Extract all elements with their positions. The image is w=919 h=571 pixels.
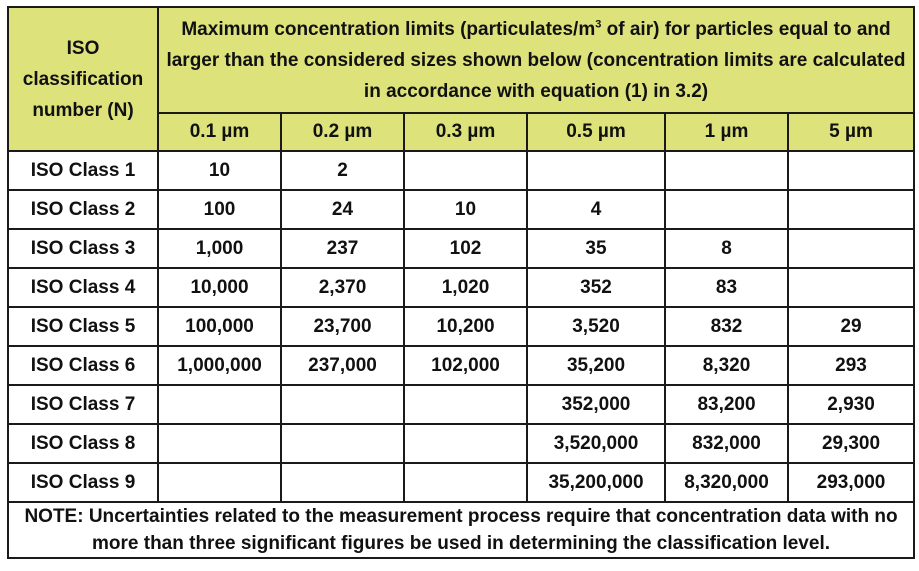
iso-class-label: ISO Class 5: [8, 307, 158, 346]
concentration-cell: 237: [281, 229, 404, 268]
concentration-cell: [404, 151, 527, 190]
concentration-cell: [665, 190, 788, 229]
concentration-cell: 237,000: [281, 346, 404, 385]
size-header: 0.5 µm: [527, 113, 665, 151]
size-header: 0.1 µm: [158, 113, 281, 151]
table-body: [8, 151, 914, 502]
concentration-cell: [788, 268, 914, 307]
concentration-cell: 100: [158, 190, 281, 229]
iso-class-label: ISO Class 6: [8, 346, 158, 385]
concentration-cell: 23,700: [281, 307, 404, 346]
table-row: [8, 424, 914, 463]
concentration-cell: 10: [158, 151, 281, 190]
concentration-cell: 10: [404, 190, 527, 229]
concentration-cell: 3,520,000: [527, 424, 665, 463]
concentration-cell: 2,370: [281, 268, 404, 307]
table-row: [8, 190, 914, 229]
size-header: 5 µm: [788, 113, 914, 151]
concentration-cell: 1,000: [158, 229, 281, 268]
concentration-cell: [281, 385, 404, 424]
concentration-cell: 8,320: [665, 346, 788, 385]
heading-text-pre: Maximum concentration limits (particulates/m: [181, 18, 596, 40]
iso-class-label: ISO Class 7: [8, 385, 158, 424]
iso-class-label: ISO Class 9: [8, 463, 158, 502]
concentration-cell: 102,000: [404, 346, 527, 385]
table-row: [8, 385, 914, 424]
size-header: 1 µm: [665, 113, 788, 151]
concentration-cell: 293: [788, 346, 914, 385]
note-row: [8, 502, 914, 558]
concentration-cell: 35: [527, 229, 665, 268]
concentration-cell: [404, 424, 527, 463]
concentration-cell: 832: [665, 307, 788, 346]
concentration-cell: 10,200: [404, 307, 527, 346]
concentration-cell: [158, 424, 281, 463]
concentration-cell: 83: [665, 268, 788, 307]
concentration-cell: 2,930: [788, 385, 914, 424]
concentration-cell: 35,200,000: [527, 463, 665, 502]
concentration-cell: 29: [788, 307, 914, 346]
table-row: [8, 268, 914, 307]
concentration-cell: [788, 229, 914, 268]
iso-class-label: ISO Class 3: [8, 229, 158, 268]
concentration-cell: [665, 151, 788, 190]
iso-class-label: ISO Class 8: [8, 424, 158, 463]
corner-label-line: number (N): [32, 99, 134, 121]
concentration-cell: 102: [404, 229, 527, 268]
concentration-cell: [404, 385, 527, 424]
concentration-cell: [281, 424, 404, 463]
size-header: 0.3 µm: [404, 113, 527, 151]
concentration-cell: [788, 151, 914, 190]
concentration-cell: [788, 190, 914, 229]
iso-classification-table: [7, 6, 915, 559]
concentration-cell: [158, 385, 281, 424]
heading-superscript: 3: [595, 18, 602, 31]
iso-class-label: ISO Class 2: [8, 190, 158, 229]
iso-class-label: ISO Class 1: [8, 151, 158, 190]
concentration-cell: 352: [527, 268, 665, 307]
concentration-cell: 2: [281, 151, 404, 190]
corner-label-line: ISO: [66, 37, 100, 59]
heading-text-post: of air) for particles equal to and larger than the considered sizes shown below (concentration limits are calculated in accordance with equation (1) in 3.2): [166, 18, 906, 102]
iso-class-label: ISO Class 4: [8, 268, 158, 307]
size-header: 0.2 µm: [281, 113, 404, 151]
table-row: [8, 151, 914, 190]
header-row-top: [8, 7, 914, 113]
concentration-cell: 24: [281, 190, 404, 229]
table-row: [8, 463, 914, 502]
concentration-cell: 10,000: [158, 268, 281, 307]
concentration-cell: 1,020: [404, 268, 527, 307]
concentration-cell: 4: [527, 190, 665, 229]
concentration-cell: [281, 463, 404, 502]
concentration-cell: 1,000,000: [158, 346, 281, 385]
concentration-cell: 293,000: [788, 463, 914, 502]
concentration-cell: 3,520: [527, 307, 665, 346]
corner-header: [8, 7, 158, 151]
concentration-cell: 352,000: [527, 385, 665, 424]
concentration-cell: [527, 151, 665, 190]
concentration-cell: 832,000: [665, 424, 788, 463]
concentration-cell: 35,200: [527, 346, 665, 385]
concentration-cell: 8: [665, 229, 788, 268]
table-row: [8, 229, 914, 268]
concentration-cell: 83,200: [665, 385, 788, 424]
table-row: [8, 346, 914, 385]
concentration-cell: 8,320,000: [665, 463, 788, 502]
concentration-cell: [404, 463, 527, 502]
table-row: [8, 307, 914, 346]
concentration-cell: 100,000: [158, 307, 281, 346]
corner-label-line: classification: [22, 68, 144, 90]
concentration-cell: 29,300: [788, 424, 914, 463]
table-note: NOTE: Uncertainties related to the measurement process require that concentration data with no more than three significant figures be used in determining the classification level.: [8, 502, 914, 558]
concentration-limits-heading: [158, 7, 914, 113]
concentration-cell: [158, 463, 281, 502]
iso-classification-table-container: [7, 6, 913, 559]
